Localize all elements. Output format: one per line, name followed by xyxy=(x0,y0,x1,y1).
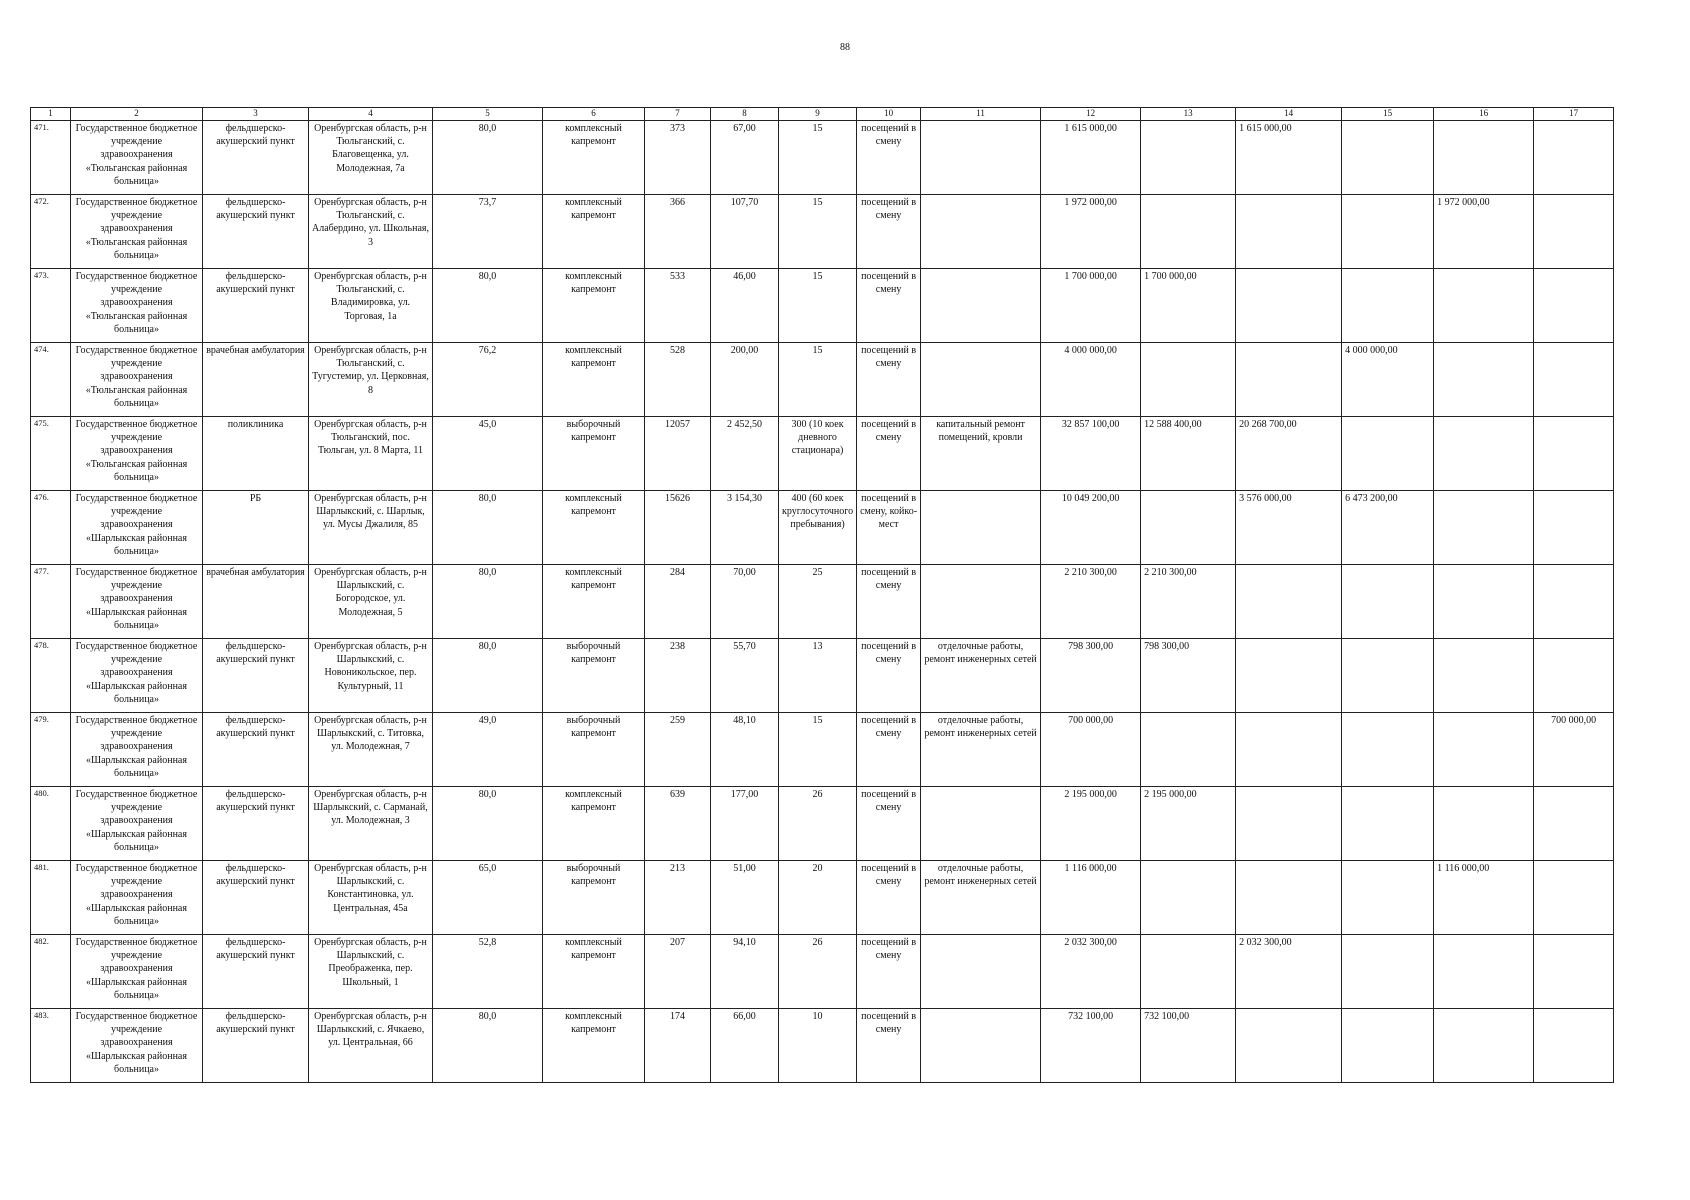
cell-col-9: 10 xyxy=(779,1009,857,1083)
cell-row-number: 473. xyxy=(31,269,71,343)
cell-col-13 xyxy=(1141,935,1236,1009)
cell-row-number: 471. xyxy=(31,121,71,195)
table-row xyxy=(31,491,1614,565)
cell-col-10: посещений в смену xyxy=(857,861,921,935)
cell-address: Оренбургская область, р-н Шарлыкский, с. Сарманай, ул. Молодежная, 3 xyxy=(309,787,433,861)
cell-col-10: посещений в смену xyxy=(857,417,921,491)
cell-organization: Государственное бюджетное учреждение здравоохранения «Шарлыкская районная больница» xyxy=(71,1009,203,1083)
cell-col-14 xyxy=(1236,861,1342,935)
cell-organization: Государственное бюджетное учреждение здравоохранения «Шарлыкская районная больница» xyxy=(71,787,203,861)
column-number: 15 xyxy=(1342,108,1434,121)
cell-col-12: 798 300,00 xyxy=(1041,639,1141,713)
cell-col-17 xyxy=(1534,639,1614,713)
cell-col-13: 2 210 300,00 xyxy=(1141,565,1236,639)
cell-col-15 xyxy=(1342,417,1434,491)
table-row xyxy=(31,1009,1614,1083)
cell-col-16 xyxy=(1434,121,1534,195)
cell-col-8: 48,10 xyxy=(711,713,779,787)
cell-col-8: 51,00 xyxy=(711,861,779,935)
cell-col-13 xyxy=(1141,861,1236,935)
column-number: 5 xyxy=(433,108,543,121)
cell-col-16 xyxy=(1434,565,1534,639)
cell-col-10: посещений в смену xyxy=(857,713,921,787)
cell-row-number: 479. xyxy=(31,713,71,787)
cell-address: Оренбургская область, р-н Шарлыкский, с. Богородское, ул. Молодежная, 5 xyxy=(309,565,433,639)
cell-col-10: посещений в смену, койко-мест xyxy=(857,491,921,565)
table-row xyxy=(31,713,1614,787)
cell-col-9: 300 (10 коек дневного стационара) xyxy=(779,417,857,491)
cell-facility-type: фельдшерско-акушерский пункт xyxy=(203,787,309,861)
cell-organization: Государственное бюджетное учреждение здравоохранения «Шарлыкская районная больница» xyxy=(71,491,203,565)
column-number: 1 xyxy=(31,108,71,121)
cell-col-17 xyxy=(1534,565,1614,639)
column-number: 12 xyxy=(1041,108,1141,121)
cell-col-15 xyxy=(1342,787,1434,861)
cell-col-9: 25 xyxy=(779,565,857,639)
cell-col-7: 528 xyxy=(645,343,711,417)
cell-col-8: 200,00 xyxy=(711,343,779,417)
table-row xyxy=(31,565,1614,639)
cell-col-7: 373 xyxy=(645,121,711,195)
cell-col-7: 207 xyxy=(645,935,711,1009)
cell-row-number: 476. xyxy=(31,491,71,565)
cell-col-14 xyxy=(1236,713,1342,787)
cell-col-12: 1 700 000,00 xyxy=(1041,269,1141,343)
cell-col-9: 26 xyxy=(779,787,857,861)
cell-col-15 xyxy=(1342,935,1434,1009)
cell-col-13: 2 195 000,00 xyxy=(1141,787,1236,861)
cell-col-17 xyxy=(1534,491,1614,565)
cell-work-type: выборочный капремонт xyxy=(543,639,645,713)
cell-row-number: 480. xyxy=(31,787,71,861)
cell-address: Оренбургская область, р-н Шарлыкский, с. Титовка, ул. Молодежная, 7 xyxy=(309,713,433,787)
cell-row-number: 482. xyxy=(31,935,71,1009)
cell-col-9: 20 xyxy=(779,861,857,935)
cell-col-14 xyxy=(1236,195,1342,269)
cell-col-14: 20 268 700,00 xyxy=(1236,417,1342,491)
column-number: 8 xyxy=(711,108,779,121)
table-row xyxy=(31,121,1614,195)
cell-col-10: посещений в смену xyxy=(857,343,921,417)
cell-area: 80,0 xyxy=(433,787,543,861)
cell-col-9: 15 xyxy=(779,121,857,195)
cell-col-9: 15 xyxy=(779,713,857,787)
cell-col-9: 15 xyxy=(779,195,857,269)
cell-col-9: 15 xyxy=(779,343,857,417)
column-number: 16 xyxy=(1434,108,1534,121)
page-number: 88 xyxy=(840,42,850,53)
cell-col-12: 2 032 300,00 xyxy=(1041,935,1141,1009)
cell-col-9: 400 (60 коек круглосуточного пребывания) xyxy=(779,491,857,565)
cell-area: 45,0 xyxy=(433,417,543,491)
table-row xyxy=(31,269,1614,343)
cell-col-7: 284 xyxy=(645,565,711,639)
cell-col-16 xyxy=(1434,343,1534,417)
column-number: 2 xyxy=(71,108,203,121)
cell-col-8: 107,70 xyxy=(711,195,779,269)
cell-row-number: 477. xyxy=(31,565,71,639)
cell-row-number: 478. xyxy=(31,639,71,713)
cell-work-type: комплексный капремонт xyxy=(543,787,645,861)
cell-area: 80,0 xyxy=(433,121,543,195)
cell-col-10: посещений в смену xyxy=(857,935,921,1009)
cell-address: Оренбургская область, р-н Шарлыкский, с. Ячкаево, ул. Центральная, 66 xyxy=(309,1009,433,1083)
cell-address: Оренбургская область, р-н Шарлыкский, с. Шарлык, ул. Мусы Джалиля, 85 xyxy=(309,491,433,565)
cell-col-11 xyxy=(921,491,1041,565)
cell-organization: Государственное бюджетное учреждение здравоохранения «Тюльганская районная больница» xyxy=(71,343,203,417)
cell-organization: Государственное бюджетное учреждение здравоохранения «Тюльганская районная больница» xyxy=(71,121,203,195)
cell-col-17 xyxy=(1534,935,1614,1009)
cell-organization: Государственное бюджетное учреждение здравоохранения «Шарлыкская районная больница» xyxy=(71,935,203,1009)
cell-address: Оренбургская область, р-н Тюльганский, с. Алабердино, ул. Школьная, 3 xyxy=(309,195,433,269)
cell-col-8: 55,70 xyxy=(711,639,779,713)
cell-col-7: 639 xyxy=(645,787,711,861)
cell-facility-type: фельдшерско-акушерский пункт xyxy=(203,861,309,935)
cell-col-11 xyxy=(921,787,1041,861)
cell-area: 49,0 xyxy=(433,713,543,787)
cell-area: 52,8 xyxy=(433,935,543,1009)
cell-work-type: выборочный капремонт xyxy=(543,861,645,935)
cell-col-7: 259 xyxy=(645,713,711,787)
cell-facility-type: поликлиника xyxy=(203,417,309,491)
cell-area: 80,0 xyxy=(433,269,543,343)
column-number: 10 xyxy=(857,108,921,121)
cell-area: 76,2 xyxy=(433,343,543,417)
cell-address: Оренбургская область, р-н Тюльганский, пос. Тюльган, ул. 8 Марта, 11 xyxy=(309,417,433,491)
table-row xyxy=(31,195,1614,269)
cell-organization: Государственное бюджетное учреждение здравоохранения «Тюльганская районная больница» xyxy=(71,417,203,491)
column-number-row xyxy=(31,108,1614,121)
cell-col-14 xyxy=(1236,343,1342,417)
cell-row-number: 475. xyxy=(31,417,71,491)
cell-col-10: посещений в смену xyxy=(857,121,921,195)
cell-col-17 xyxy=(1534,417,1614,491)
column-number: 3 xyxy=(203,108,309,121)
cell-col-12: 1 615 000,00 xyxy=(1041,121,1141,195)
cell-col-7: 366 xyxy=(645,195,711,269)
cell-col-17: 700 000,00 xyxy=(1534,713,1614,787)
cell-col-15: 6 473 200,00 xyxy=(1342,491,1434,565)
cell-col-11 xyxy=(921,195,1041,269)
cell-col-15 xyxy=(1342,121,1434,195)
cell-col-13: 1 700 000,00 xyxy=(1141,269,1236,343)
cell-col-11 xyxy=(921,565,1041,639)
cell-col-15 xyxy=(1342,713,1434,787)
cell-area: 80,0 xyxy=(433,639,543,713)
cell-organization: Государственное бюджетное учреждение здравоохранения «Шарлыкская районная больница» xyxy=(71,565,203,639)
cell-col-11: капитальный ремонт помещений, кровли xyxy=(921,417,1041,491)
cell-facility-type: фельдшерско-акушерский пункт xyxy=(203,269,309,343)
cell-col-8: 2 452,50 xyxy=(711,417,779,491)
cell-col-11 xyxy=(921,1009,1041,1083)
cell-col-16 xyxy=(1434,639,1534,713)
cell-col-11 xyxy=(921,343,1041,417)
cell-col-17 xyxy=(1534,269,1614,343)
cell-col-13: 732 100,00 xyxy=(1141,1009,1236,1083)
cell-col-16 xyxy=(1434,417,1534,491)
cell-col-7: 533 xyxy=(645,269,711,343)
cell-col-9: 26 xyxy=(779,935,857,1009)
cell-col-17 xyxy=(1534,121,1614,195)
cell-area: 80,0 xyxy=(433,491,543,565)
cell-col-13 xyxy=(1141,195,1236,269)
cell-organization: Государственное бюджетное учреждение здравоохранения «Шарлыкская районная больница» xyxy=(71,713,203,787)
cell-col-13: 12 588 400,00 xyxy=(1141,417,1236,491)
cell-col-12: 1 116 000,00 xyxy=(1041,861,1141,935)
cell-col-11: отделочные работы, ремонт инженерных сетей xyxy=(921,861,1041,935)
cell-col-16 xyxy=(1434,787,1534,861)
cell-work-type: комплексный капремонт xyxy=(543,121,645,195)
cell-col-13 xyxy=(1141,491,1236,565)
cell-col-12: 700 000,00 xyxy=(1041,713,1141,787)
column-number: 4 xyxy=(309,108,433,121)
cell-address: Оренбургская область, р-н Шарлыкский, с. Константиновка, ул. Центральная, 45а xyxy=(309,861,433,935)
cell-col-10: посещений в смену xyxy=(857,787,921,861)
cell-area: 80,0 xyxy=(433,565,543,639)
cell-col-8: 177,00 xyxy=(711,787,779,861)
cell-col-8: 3 154,30 xyxy=(711,491,779,565)
cell-facility-type: фельдшерско-акушерский пункт xyxy=(203,935,309,1009)
cell-work-type: комплексный капремонт xyxy=(543,935,645,1009)
cell-facility-type: фельдшерско-акушерский пункт xyxy=(203,713,309,787)
cell-col-7: 12057 xyxy=(645,417,711,491)
cell-col-12: 32 857 100,00 xyxy=(1041,417,1141,491)
cell-col-12: 1 972 000,00 xyxy=(1041,195,1141,269)
cell-col-14 xyxy=(1236,565,1342,639)
cell-organization: Государственное бюджетное учреждение здравоохранения «Тюльганская районная больница» xyxy=(71,269,203,343)
cell-col-14: 3 576 000,00 xyxy=(1236,491,1342,565)
cell-row-number: 483. xyxy=(31,1009,71,1083)
cell-col-16 xyxy=(1434,935,1534,1009)
cell-col-14 xyxy=(1236,639,1342,713)
cell-address: Оренбургская область, р-н Шарлыкский, с. Преображенка, пер. Школьный, 1 xyxy=(309,935,433,1009)
cell-col-9: 15 xyxy=(779,269,857,343)
column-number: 11 xyxy=(921,108,1041,121)
cell-row-number: 472. xyxy=(31,195,71,269)
cell-facility-type: фельдшерско-акушерский пункт xyxy=(203,1009,309,1083)
cell-facility-type: фельдшерско-акушерский пункт xyxy=(203,121,309,195)
cell-col-8: 70,00 xyxy=(711,565,779,639)
table-body xyxy=(31,121,1614,1083)
cell-col-10: посещений в смену xyxy=(857,269,921,343)
cell-facility-type: фельдшерско-акушерский пункт xyxy=(203,639,309,713)
cell-row-number: 481. xyxy=(31,861,71,935)
cell-col-16: 1 972 000,00 xyxy=(1434,195,1534,269)
cell-col-15 xyxy=(1342,1009,1434,1083)
cell-col-10: посещений в смену xyxy=(857,639,921,713)
column-number: 14 xyxy=(1236,108,1342,121)
cell-col-12: 732 100,00 xyxy=(1041,1009,1141,1083)
table-row xyxy=(31,787,1614,861)
cell-col-8: 94,10 xyxy=(711,935,779,1009)
cell-col-17 xyxy=(1534,195,1614,269)
cell-col-15: 4 000 000,00 xyxy=(1342,343,1434,417)
cell-col-17 xyxy=(1534,861,1614,935)
cell-col-7: 174 xyxy=(645,1009,711,1083)
cell-col-13 xyxy=(1141,121,1236,195)
cell-col-11: отделочные работы, ремонт инженерных сетей xyxy=(921,639,1041,713)
cell-col-11 xyxy=(921,269,1041,343)
cell-organization: Государственное бюджетное учреждение здравоохранения «Шарлыкская районная больница» xyxy=(71,861,203,935)
cell-col-16: 1 116 000,00 xyxy=(1434,861,1534,935)
cell-col-13: 798 300,00 xyxy=(1141,639,1236,713)
cell-work-type: комплексный капремонт xyxy=(543,343,645,417)
cell-col-8: 66,00 xyxy=(711,1009,779,1083)
cell-work-type: комплексный капремонт xyxy=(543,269,645,343)
table-row xyxy=(31,639,1614,713)
cell-col-10: посещений в смену xyxy=(857,195,921,269)
cell-col-16 xyxy=(1434,491,1534,565)
cell-col-15 xyxy=(1342,195,1434,269)
column-number: 13 xyxy=(1141,108,1236,121)
cell-facility-type: врачебная амбулатория xyxy=(203,343,309,417)
cell-organization: Государственное бюджетное учреждение здравоохранения «Тюльганская районная больница» xyxy=(71,195,203,269)
table-row xyxy=(31,935,1614,1009)
cell-address: Оренбургская область, р-н Шарлыкский, с. Новоникольское, пер. Культурный, 11 xyxy=(309,639,433,713)
column-number: 7 xyxy=(645,108,711,121)
cell-work-type: комплексный капремонт xyxy=(543,491,645,565)
cell-address: Оренбургская область, р-н Тюльганский, с. Тугустемир, ул. Церковная, 8 xyxy=(309,343,433,417)
cell-area: 73,7 xyxy=(433,195,543,269)
cell-col-10: посещений в смену xyxy=(857,565,921,639)
cell-work-type: комплексный капремонт xyxy=(543,195,645,269)
cell-area: 65,0 xyxy=(433,861,543,935)
cell-work-type: выборочный капремонт xyxy=(543,417,645,491)
cell-col-10: посещений в смену xyxy=(857,1009,921,1083)
cell-col-14 xyxy=(1236,787,1342,861)
column-number: 9 xyxy=(779,108,857,121)
cell-col-14: 1 615 000,00 xyxy=(1236,121,1342,195)
cell-col-8: 46,00 xyxy=(711,269,779,343)
column-number: 6 xyxy=(543,108,645,121)
cell-col-15 xyxy=(1342,269,1434,343)
cell-col-16 xyxy=(1434,713,1534,787)
table-row xyxy=(31,343,1614,417)
cell-col-12: 2 210 300,00 xyxy=(1041,565,1141,639)
table-row xyxy=(31,417,1614,491)
cell-col-17 xyxy=(1534,343,1614,417)
cell-work-type: выборочный капремонт xyxy=(543,713,645,787)
cell-row-number: 474. xyxy=(31,343,71,417)
cell-col-12: 2 195 000,00 xyxy=(1041,787,1141,861)
cell-address: Оренбургская область, р-н Тюльганский, с. Владимировка, ул. Торговая, 1а xyxy=(309,269,433,343)
column-number: 17 xyxy=(1534,108,1614,121)
cell-col-14 xyxy=(1236,1009,1342,1083)
cell-col-11: отделочные работы, ремонт инженерных сетей xyxy=(921,713,1041,787)
cell-col-17 xyxy=(1534,1009,1614,1083)
cell-col-13 xyxy=(1141,713,1236,787)
cell-col-8: 67,00 xyxy=(711,121,779,195)
cell-facility-type: РБ xyxy=(203,491,309,565)
cell-col-7: 213 xyxy=(645,861,711,935)
cell-col-11 xyxy=(921,935,1041,1009)
cell-col-16 xyxy=(1434,1009,1534,1083)
cell-area: 80,0 xyxy=(433,1009,543,1083)
cell-col-9: 13 xyxy=(779,639,857,713)
cell-col-15 xyxy=(1342,861,1434,935)
cell-col-7: 238 xyxy=(645,639,711,713)
cell-facility-type: врачебная амбулатория xyxy=(203,565,309,639)
cell-col-14 xyxy=(1236,269,1342,343)
table-row xyxy=(31,861,1614,935)
cell-col-11 xyxy=(921,121,1041,195)
cell-col-7: 15626 xyxy=(645,491,711,565)
cell-col-12: 10 049 200,00 xyxy=(1041,491,1141,565)
cell-col-16 xyxy=(1434,269,1534,343)
cell-col-14: 2 032 300,00 xyxy=(1236,935,1342,1009)
cell-col-13 xyxy=(1141,343,1236,417)
cell-organization: Государственное бюджетное учреждение здравоохранения «Шарлыкская районная больница» xyxy=(71,639,203,713)
cell-col-15 xyxy=(1342,565,1434,639)
cell-address: Оренбургская область, р-н Тюльганский, с. Благовещенка, ул. Молодежная, 7а xyxy=(309,121,433,195)
cell-col-15 xyxy=(1342,639,1434,713)
cell-work-type: комплексный капремонт xyxy=(543,1009,645,1083)
cell-col-17 xyxy=(1534,787,1614,861)
capital-repair-table xyxy=(30,107,1614,1083)
cell-work-type: комплексный капремонт xyxy=(543,565,645,639)
cell-facility-type: фельдшерско-акушерский пункт xyxy=(203,195,309,269)
cell-col-12: 4 000 000,00 xyxy=(1041,343,1141,417)
